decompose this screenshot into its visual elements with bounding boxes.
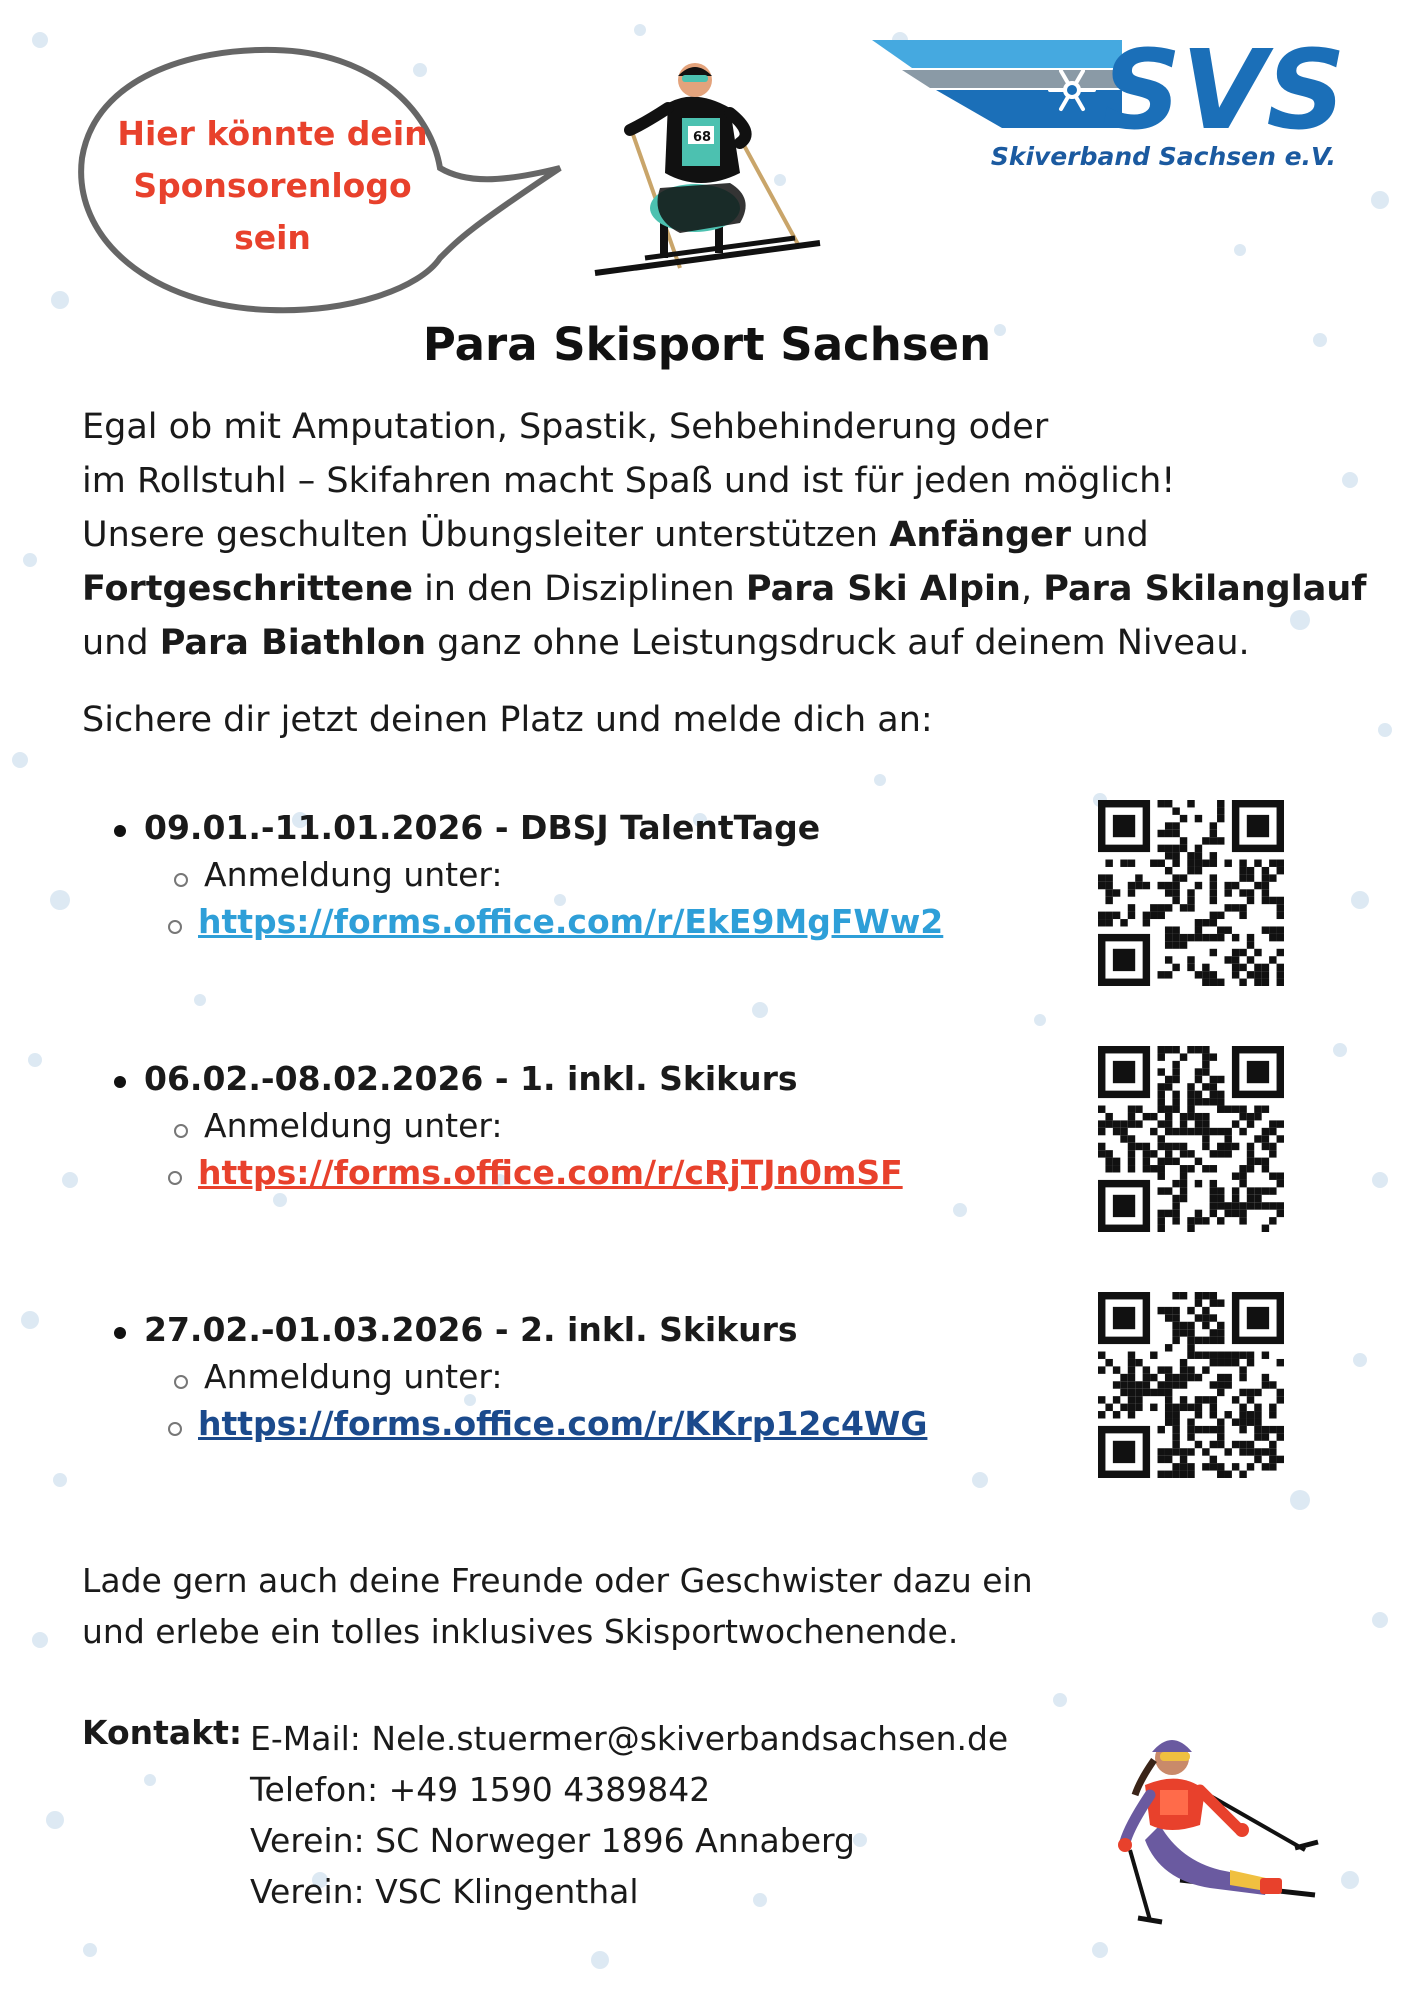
svs-logo (872, 38, 1358, 176)
event-registration-link[interactable]: https://forms.office.com/r/EkE9MgFWw2 (108, 902, 1008, 941)
intro-text: , (1020, 569, 1044, 609)
closing-line: und erlebe ein tolles inklusives Skisportwochenende. (82, 1612, 959, 1651)
intro-bold: Para Ski Alpin (745, 569, 1021, 609)
sponsor-line-1: Hier könnte dein (117, 114, 428, 153)
contact-details (250, 1713, 1008, 1917)
intro-bold: Fortgeschrittene (82, 569, 413, 609)
intro-bold: Para Skilanglauf (1043, 569, 1367, 609)
event-registration-link[interactable]: https://forms.office.com/r/cRjTJn0mSF (108, 1153, 1008, 1192)
intro-text: und (82, 623, 160, 663)
intro-line (82, 508, 1382, 562)
event-heading: 27.02.-01.03.2026 - 2. inkl. Skikurs (108, 1310, 1008, 1349)
qr-code-icon[interactable] (1098, 1046, 1284, 1232)
qr-code-icon[interactable] (1098, 1292, 1284, 1478)
intro-text: Unsere geschulten Übungsleiter unterstützen (82, 515, 890, 555)
event-label: Anmeldung unter: (108, 855, 1008, 894)
intro-paragraph (82, 400, 1382, 670)
intro-text: ganz ohne Leistungsdruck auf deinem Niveau. (426, 623, 1250, 663)
contact-club: Verein: VSC Klingenthal (250, 1872, 639, 1911)
sponsor-line-2: Sponsorenlogo (133, 166, 412, 205)
sponsor-line-3: sein (234, 218, 311, 257)
intro-line (82, 616, 1382, 670)
call-to-action: Sichere dir jetzt deinen Platz und melde dich an: (82, 700, 933, 740)
contact-phone[interactable]: Telefon: +49 1590 4389842 (250, 1770, 711, 1809)
event-registration-link[interactable]: https://forms.office.com/r/KKrp12c4WG (108, 1404, 1008, 1443)
intro-line: im Rollstuhl – Skifahren macht Spaß und ist für jeden möglich! (82, 461, 1176, 501)
sponsor-placeholder-text (100, 108, 445, 264)
event-item-skikurs-2 (108, 1310, 1008, 1443)
sit-skier-illustration (590, 58, 830, 288)
svs-logo-subtitle: Skiverband Sachsen e.V. (990, 142, 1336, 171)
event-label: Anmeldung unter: (108, 1106, 1008, 1145)
qr-code-icon[interactable] (1098, 800, 1284, 986)
intro-bold: Para Biathlon (159, 623, 427, 663)
contact-club: Verein: SC Norweger 1896 Annaberg (250, 1821, 855, 1860)
event-label: Anmeldung unter: (108, 1357, 1008, 1396)
contact-label: Kontakt: (82, 1713, 243, 1752)
event-item-talenttage (108, 808, 1008, 941)
contact-email[interactable]: E-Mail: Nele.stuermer@skiverbandsachsen.de (250, 1719, 1009, 1758)
closing-paragraph (82, 1555, 1182, 1657)
intro-text: und (1071, 515, 1149, 555)
event-item-skikurs-1 (108, 1059, 1008, 1192)
event-heading: 06.02.-08.02.2026 - 1. inkl. Skikurs (108, 1059, 1008, 1098)
intro-line: Egal ob mit Amputation, Spastik, Sehbehinderung oder (82, 407, 1049, 447)
svs-logo-graphic (872, 38, 1358, 138)
intro-line (82, 562, 1382, 616)
page-title: Para Skisport Sachsen (422, 318, 992, 371)
intro-text: in den Disziplinen (412, 569, 746, 609)
svs-logo-text: SVS (1102, 38, 1346, 138)
svg-text:68: 68 (693, 130, 712, 145)
event-heading: 09.01.-11.01.2026 - DBSJ TalentTage (108, 808, 1008, 847)
intro-bold: Anfänger (889, 515, 1072, 555)
closing-line: Lade gern auch deine Freunde oder Geschwister dazu ein (82, 1561, 1033, 1600)
outrigger-skier-illustration (1090, 1730, 1320, 1930)
